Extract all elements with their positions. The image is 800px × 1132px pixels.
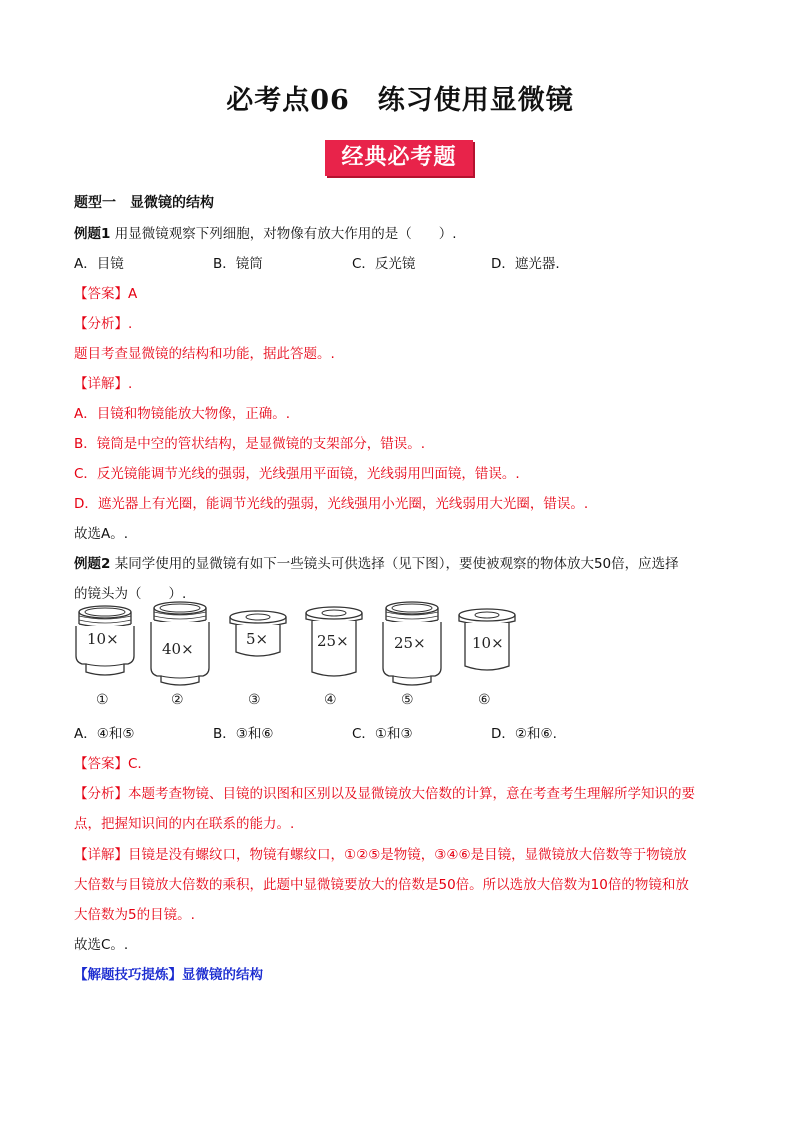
example2-option-c: C．①和③: [352, 726, 413, 742]
example2-question-line1: [74, 552, 679, 572]
answer-label: 【答案】: [74, 286, 128, 302]
lens3-number: ③: [248, 692, 261, 708]
example1-option-b: B．镜筒: [213, 256, 263, 272]
example1-analysis: 题目考查显微镜的结构和功能，据此答题。.: [74, 346, 335, 362]
answer-value: C.: [128, 756, 142, 772]
example2-detail-line3: 大倍数为5的目镜。.: [74, 907, 195, 923]
example1-answer: [74, 282, 137, 302]
example1-question-text: 用显微镜观察下列细胞，对物像有放大作用的是（ ）.: [114, 226, 457, 242]
example2-detail-line2: 大倍数与目镜放大倍数的乘积，此题中显微镜要放大的倍数是50倍。所以选放大倍数为10倍的物镜和放: [74, 877, 689, 893]
example1-analysis-label: 【分析】.: [74, 316, 133, 332]
lens6-magnification: 10×: [472, 634, 504, 652]
lens1-magnification: 10×: [87, 630, 119, 648]
lens5-magnification: 25×: [394, 634, 426, 652]
example2-analysis-line2: 点，把握知识间的内在联系的能力。.: [74, 816, 295, 832]
lens-figure: [60, 600, 540, 720]
banner-classic-questions: 经典必考题: [325, 140, 473, 176]
section-heading: 题型一 显微镜的结构: [74, 195, 214, 211]
example2-detail-line1: 【详解】目镜是没有螺纹口，物镜有螺纹口，①②⑤是物镜，③④⑥是目镜，显微镜放大倍数等于物镜放: [74, 847, 687, 863]
lens2-magnification: 40×: [162, 640, 194, 658]
example1-option-a: A．目镜: [74, 256, 124, 272]
lens5-number: ⑤: [401, 692, 414, 708]
lens4-number: ④: [324, 692, 337, 708]
lens1-number: ①: [96, 692, 109, 708]
example2-option-b: B．③和⑥: [213, 726, 274, 742]
tips-label: 【解题技巧提炼】: [74, 967, 182, 983]
example2-label: 例题2: [74, 556, 111, 572]
example1-conclusion: 故选A。.: [74, 526, 129, 542]
example1-detail-d: D．遮光器上有光圈，能调节光线的强弱，光线强用小光圈，光线弱用大光圈，错误。.: [74, 496, 589, 512]
page-title: 必考点06 练习使用显微镜: [226, 85, 574, 116]
answer-value: A: [128, 286, 138, 302]
example1-detail-label: 【详解】.: [74, 376, 133, 392]
lens2-number: ②: [171, 692, 184, 708]
example2-analysis-line1: 【分析】本题考查物镜、目镜的识图和区别以及显微镜放大倍数的计算，意在考查考生理解所学知识的要: [74, 786, 695, 802]
example2-question-text: 某同学使用的显微镜有如下一些镜头可供选择（见下图），要使被观察的物体放大50倍，应选择: [114, 556, 679, 572]
lens4-magnification: 25×: [317, 632, 349, 650]
example2-question-line2: 的镜头为（ ）.: [74, 586, 187, 602]
lens3-magnification: 5×: [246, 630, 269, 648]
answer-label: 【答案】: [74, 756, 128, 772]
example1-option-c: C．反光镜: [352, 256, 416, 272]
example1-option-d: D．遮光器.: [491, 256, 560, 272]
example1-detail-c: C．反光镜能调节光线的强弱，光线强用平面镜，光线弱用凹面镜，错误。.: [74, 466, 520, 482]
tips-text: 显微镜的结构: [182, 967, 263, 983]
example2-option-d: D．②和⑥.: [491, 726, 557, 742]
example1-detail-b: B．镜筒是中空的管状结构，是显微镜的支架部分，错误。.: [74, 436, 426, 452]
example1-question: [74, 222, 457, 242]
example2-conclusion: 故选C。.: [74, 937, 129, 953]
tips-heading: [74, 963, 263, 983]
example2-option-a: A．④和⑤: [74, 726, 135, 742]
example2-answer: [74, 752, 142, 772]
example1-label: 例题1: [74, 226, 111, 242]
example1-detail-a: A．目镜和物镜能放大物像，正确。.: [74, 406, 291, 422]
lens6-number: ⑥: [478, 692, 491, 708]
